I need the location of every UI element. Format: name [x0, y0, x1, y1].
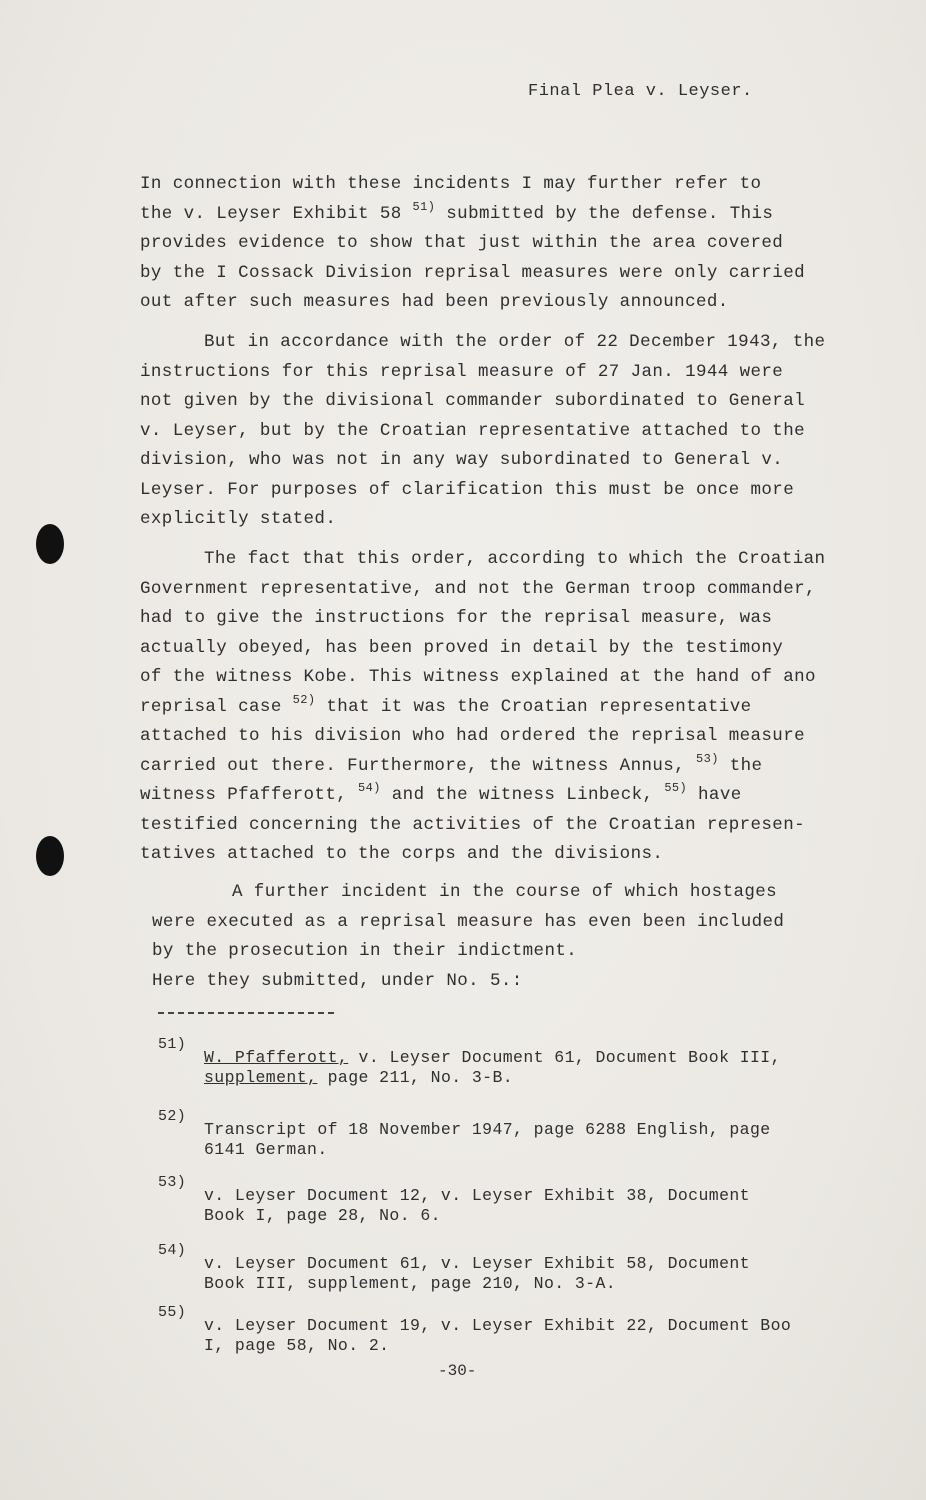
text-line: not given by the divisional commander subordinated to General	[140, 391, 806, 411]
footnote-number: 53)	[158, 1174, 187, 1191]
footnote-line: W. Pfafferott, v. Leyser Document 61, Document Book III,	[204, 1048, 781, 1067]
footnote-line: Transcript of 18 November 1947, page 6288 English, page	[204, 1120, 771, 1139]
footnote-ref: 52)	[292, 692, 316, 707]
footnote-line: 6141 German.	[204, 1140, 328, 1159]
text-line: The fact that this order, according to which the Croatian	[204, 549, 826, 569]
text-line: v. Leyser, but by the Croatian representative attached to the	[140, 420, 806, 441]
footnote-ref: 55)	[664, 781, 688, 795]
paragraph-4	[152, 878, 912, 996]
footnote-number: 54)	[158, 1242, 187, 1259]
text-line: the v. Leyser Exhibit 58 $^{51)}$ submitted by the defense. This	[140, 199, 774, 224]
text-line: Government representative, and not the German troop commander,	[140, 578, 816, 599]
footnote-line: v. Leyser Document 12, v. Leyser Exhibit 38, Document	[204, 1186, 750, 1205]
footnote-line: supplement, page 211, No. 3-B.	[204, 1068, 514, 1087]
text-line: testified concerning the activities of the Croatian represen-	[140, 814, 806, 835]
text-line: attached to his division who had ordered the reprisal measure	[140, 726, 806, 746]
footnote-line: Book III, supplement, page 210, No. 3-A.	[204, 1274, 617, 1293]
footnote-ref: 53)	[696, 751, 719, 766]
paragraph-2	[140, 328, 900, 535]
punch-hole	[36, 524, 64, 564]
text-line: provides evidence to show that just within the area covered	[140, 233, 784, 253]
footnote-line: I, page 58, No. 2.	[204, 1336, 390, 1355]
text-line: A further incident in the course of which hostages	[232, 882, 778, 902]
footnote-number: 55)	[158, 1304, 187, 1321]
punch-hole	[36, 836, 64, 876]
text-line: instructions for this reprisal measure of 27 Jan. 1944 were	[140, 361, 784, 382]
footnote-number: 51)	[158, 1036, 187, 1053]
text-line: by the I Cossack Division reprisal measures were only carried	[140, 262, 806, 283]
text-line: Leyser. For purposes of clarification this must be once more	[140, 479, 795, 500]
footnote-ref: 51)	[412, 199, 436, 214]
page-header: Final Plea v. Leyser.	[528, 82, 753, 101]
paragraph-1	[140, 170, 900, 318]
text-line: reprisal case $^{52)}$ that it was the Croatian representative	[140, 692, 752, 717]
footnote-divider	[158, 1012, 334, 1014]
text-line: were executed as a reprisal measure has even been included	[152, 911, 785, 932]
text-line: carried out there. Furthermore, the witness Annus, $^{53)}$ the	[140, 751, 763, 776]
text-line: witness Pfafferott, $^{54)}$ and the witness Linbeck, $^{55)}$ have	[140, 781, 742, 805]
text-line: explicitly stated.	[140, 509, 337, 529]
text-line: Here they submitted, under No. 5.:	[152, 970, 523, 991]
text-line: had to give the instructions for the reprisal measure, was	[140, 608, 773, 628]
text-line: tatives attached to the corps and the divisions.	[140, 844, 664, 864]
footnote-line: v. Leyser Document 19, v. Leyser Exhibit 22, Document Boo	[204, 1316, 792, 1335]
text-line: of the witness Kobe. This witness explained at the hand of ano	[140, 667, 816, 687]
text-line: In connection with these incidents I may further refer to	[140, 174, 762, 194]
text-line: out after such measures had been previously announced.	[140, 292, 729, 312]
paragraph-3	[140, 545, 900, 870]
text-line: division, who was not in any way subordinated to General v.	[140, 450, 784, 470]
text-line: by the prosecution in their indictment.	[152, 941, 578, 961]
footnote-line: v. Leyser Document 61, v. Leyser Exhibit 58, Document	[204, 1254, 750, 1273]
footnote-number: 52)	[158, 1108, 187, 1125]
page-number: -30-	[438, 1362, 477, 1380]
text-line: But in accordance with the order of 22 December 1943, the	[204, 332, 826, 352]
text-line: actually obeyed, has been proved in detail by the testimony	[140, 637, 784, 658]
footnote-ref: 54)	[358, 781, 381, 795]
footnote-line: Book I, page 28, No. 6.	[204, 1206, 441, 1225]
